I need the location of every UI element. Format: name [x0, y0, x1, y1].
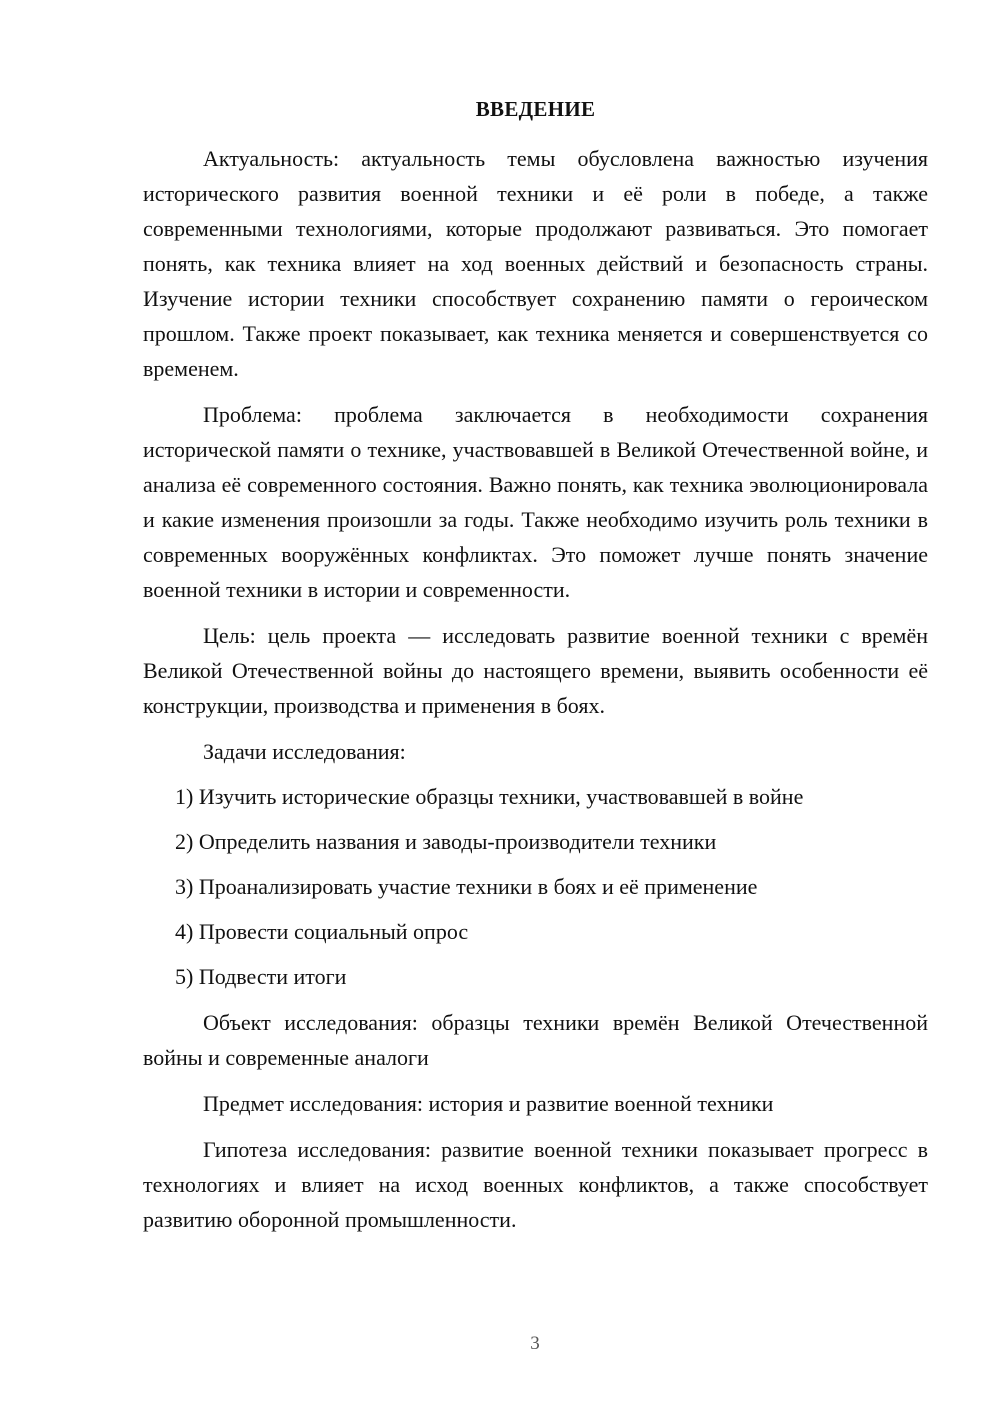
- goal-paragraph: Цель: цель проекта — исследовать развитие военной техники с времён Великой Отечественной войны до настоящего времени, выявить особенности её конструкции, производства и применения в боях.: [143, 623, 928, 718]
- section-title: ВВЕДЕНИЕ: [475, 97, 596, 121]
- task-item: 4) Провести социальный опрос: [175, 919, 469, 944]
- hypothesis-paragraph: Гипотеза исследования: развитие военной техники показывает прогресс в технологиях и влияет на исход военных конфликтов, а также способствует развитию оборонной промышленности.: [143, 1137, 928, 1232]
- task-item: 5) Подвести итоги: [175, 964, 347, 989]
- tasks-heading: Задачи исследования:: [203, 739, 406, 764]
- task-item: 3) Проанализировать участие техники в боях и её применение: [175, 874, 758, 899]
- problem-paragraph: Проблема: проблема заключается в необходимости сохранения исторической памяти о технике, участвовавшей в Великой Отечественной войне, и анализа её современного состояния. Важно понять, как техника эволюционировала и какие изменения произошли за годы. Также необходимо изучить роль техники в современных вооружённых конфликтах. Это поможет лучше понять значение военной техники в истории и современности.: [143, 402, 928, 602]
- task-item: 2) Определить названия и заводы-производители техники: [175, 829, 717, 854]
- tasks-list: [143, 779, 928, 994]
- object-paragraph: Объект исследования: образцы техники времён Великой Отечественной войны и современные аналоги: [143, 1010, 928, 1070]
- page-content: [143, 94, 928, 1248]
- relevance-paragraph: Актуальность: актуальность темы обусловлена важностью изучения исторического развития военной техники и её роли в победе, а также современными технологиями, которые продолжают развиваться. Это помогает понять, как техника влияет на ход военных действий и безопасность страны. Изучение истории техники способствует сохранению памяти о героическом прошлом. Также проект показывает, как техника меняется и совершенствуется со временем.: [143, 146, 928, 381]
- task-item: 1) Изучить исторические образцы техники, участвовавшей в войне: [175, 784, 804, 809]
- page-number: 3: [530, 1333, 540, 1354]
- subject-paragraph: Предмет исследования: история и развитие военной техники: [203, 1091, 774, 1116]
